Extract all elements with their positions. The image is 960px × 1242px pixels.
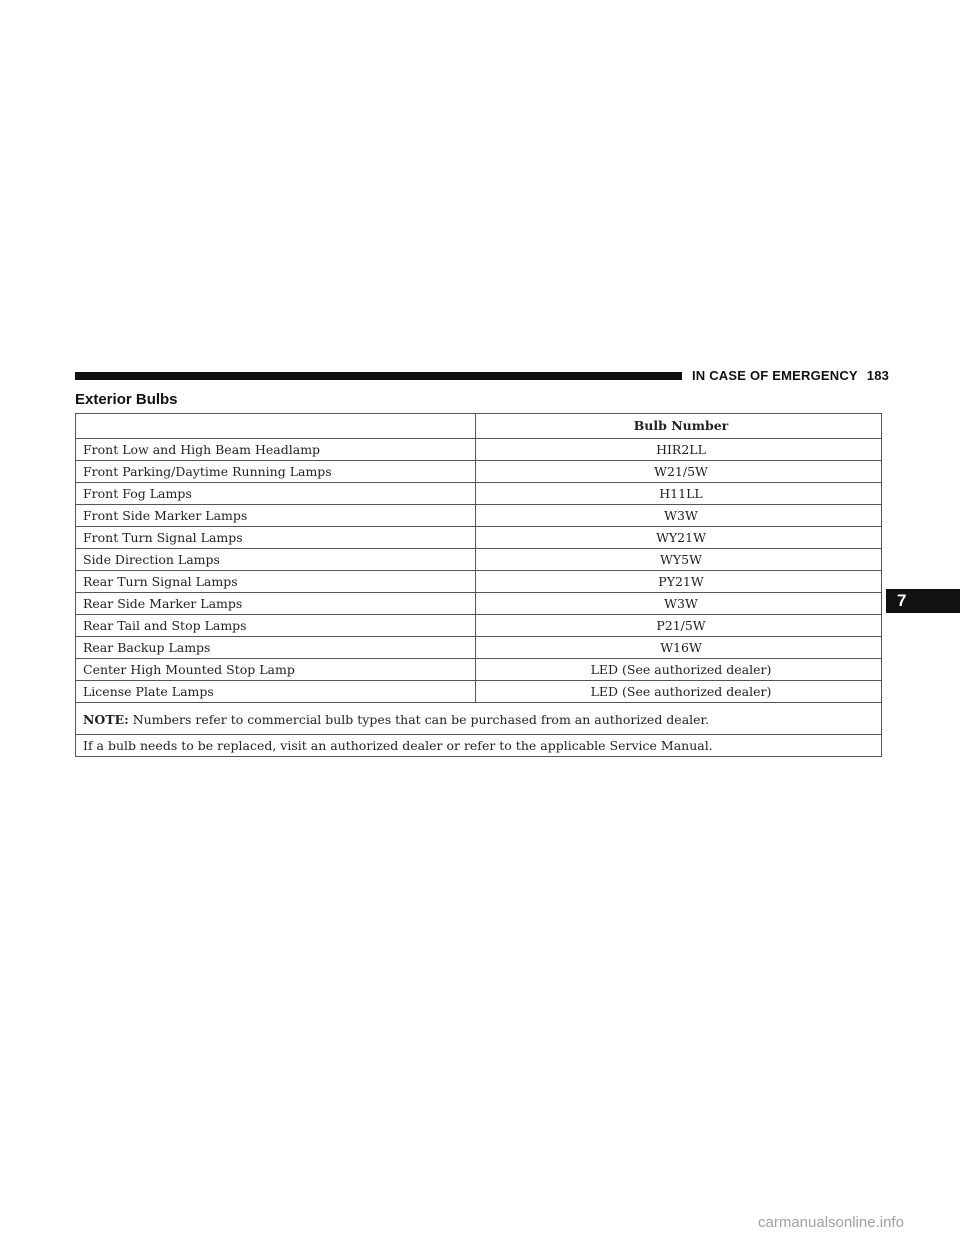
lamp-label: Front Turn Signal Lamps — [76, 527, 476, 549]
note-label: NOTE: — [83, 712, 129, 727]
bulb-number: W21/5W — [476, 461, 882, 483]
chapter-tab: 7 — [886, 589, 960, 613]
table-row — [76, 681, 882, 703]
table-row — [76, 505, 882, 527]
bulb-number: H11LL — [476, 483, 882, 505]
bulb-number: WY5W — [476, 549, 882, 571]
page-number: 183 — [866, 368, 890, 383]
lamp-label: Center High Mounted Stop Lamp — [76, 659, 476, 681]
lamp-label: License Plate Lamps — [76, 681, 476, 703]
bulb-number: W16W — [476, 637, 882, 659]
bulb-number: HIR2LL — [476, 439, 882, 461]
running-header — [692, 368, 889, 383]
table-row — [76, 593, 882, 615]
lamp-label: Side Direction Lamps — [76, 549, 476, 571]
table-header-row — [76, 414, 882, 439]
lamp-label: Rear Side Marker Lamps — [76, 593, 476, 615]
lamp-label: Rear Tail and Stop Lamps — [76, 615, 476, 637]
watermark: carmanualsonline.info — [758, 1214, 904, 1231]
table-row — [76, 483, 882, 505]
table-row — [76, 527, 882, 549]
bulb-number: WY21W — [476, 527, 882, 549]
chapter-title: IN CASE OF EMERGENCY — [692, 368, 858, 383]
bulb-number: LED (See authorized dealer) — [476, 659, 882, 681]
table-row — [76, 571, 882, 593]
section-title: Exterior Bulbs — [75, 391, 178, 408]
lamp-label: Front Side Marker Lamps — [76, 505, 476, 527]
lamp-label: Rear Turn Signal Lamps — [76, 571, 476, 593]
note-cell — [76, 703, 882, 735]
note-text: Numbers refer to commercial bulb types that can be purchased from an authorized dealer. — [128, 712, 710, 727]
bulb-number: P21/5W — [476, 615, 882, 637]
bulb-table — [75, 413, 882, 757]
bulb-number: W3W — [476, 505, 882, 527]
table-row — [76, 659, 882, 681]
bulb-number: W3W — [476, 593, 882, 615]
header-rule — [75, 372, 682, 380]
table-row — [76, 615, 882, 637]
footer-note: If a bulb needs to be replaced, visit an authorized dealer or refer to the applicable Service Manual. — [76, 735, 882, 757]
table-row — [76, 549, 882, 571]
table-row — [76, 637, 882, 659]
lamp-label: Front Parking/Daytime Running Lamps — [76, 461, 476, 483]
bulb-number-header: Bulb Number — [476, 414, 882, 439]
lamp-label: Front Low and High Beam Headlamp — [76, 439, 476, 461]
table-row — [76, 439, 882, 461]
note-row — [76, 703, 882, 735]
bulb-number: LED (See authorized dealer) — [476, 681, 882, 703]
lamp-label: Front Fog Lamps — [76, 483, 476, 505]
table-header-empty — [76, 414, 476, 439]
footer-row — [76, 735, 882, 757]
bulb-number: PY21W — [476, 571, 882, 593]
lamp-label: Rear Backup Lamps — [76, 637, 476, 659]
table-row — [76, 461, 882, 483]
